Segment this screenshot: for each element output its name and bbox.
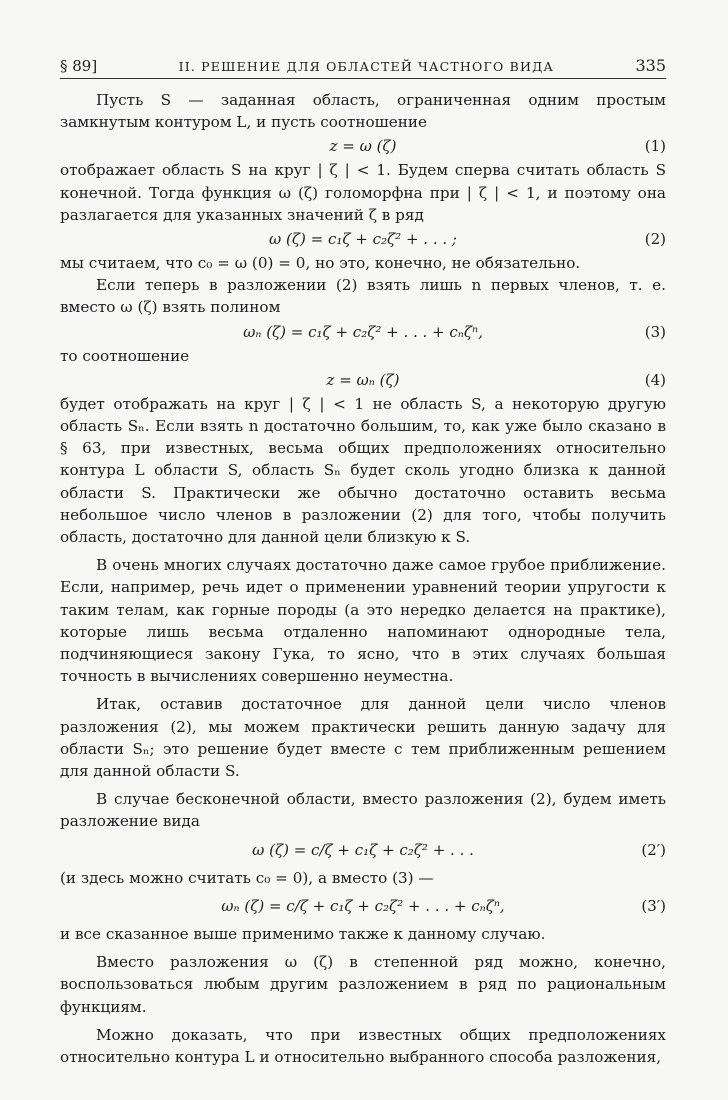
paragraph: мы считаем, что c₀ = ω (0) = 0, но это, конечно, не обязательно. bbox=[60, 254, 581, 273]
paragraph: В очень многих случаях достаточно даже самое грубое приближение. Если, например, речь идет о применении уравнений теории упругости к таким телам, как горные породы (а это нередко делается на практике), которые лишь весьма отдаленно напоминают однородные тела, подчиняющиеся закону Гука, то ясно, что в этих случаях большая точность в вычислениях совершенно неуместна. bbox=[60, 556, 666, 686]
paragraph: и все сказанное выше применимо также к данному случаю. bbox=[60, 924, 546, 943]
paragraph: отображает область S на круг | ζ | < 1. Будем сперва считать область S конечной. Тогда функция ω (ζ) голоморфна при | ζ | < 1, и поэтому она разлагается для указанных значений ζ в ряд bbox=[60, 161, 666, 224]
running-header bbox=[60, 56, 666, 79]
equation-3-prime bbox=[60, 889, 666, 923]
equation-formula: ωₙ (ζ) = c₁ζ + c₂ζ² + . . . + cₙζⁿ, bbox=[243, 322, 483, 341]
equation-formula: z = ωₙ (ζ) bbox=[326, 370, 400, 389]
paragraph: Вместо разложения ω (ζ) в степенной ряд можно, конечно, воспользоваться любым другим разложением в ряд по рациональным функциям. bbox=[60, 953, 666, 1016]
equation-number: (2′) bbox=[641, 840, 666, 859]
paragraph: (и здесь можно считать c₀ = 0), а вместо (3) — bbox=[60, 868, 434, 887]
equation-number: (1) bbox=[644, 137, 666, 156]
equation-formula: ω (ζ) = c₁ζ + c₂ζ² + . . . ; bbox=[269, 230, 457, 249]
equation-number: (3) bbox=[644, 322, 666, 341]
book-page bbox=[60, 56, 666, 1068]
page-body bbox=[60, 89, 666, 1068]
section-ref: § 89] bbox=[60, 57, 98, 75]
equation-formula: z = ω (ζ) bbox=[329, 137, 397, 156]
equation-2 bbox=[60, 226, 666, 252]
page-number: 335 bbox=[635, 56, 666, 75]
paragraph: Можно доказать, что при известных общих предположениях относительно контура L и относительно выбранного способа разложения, bbox=[60, 1025, 666, 1066]
paragraph: В случае бесконечной области, вместо разложения (2), будем иметь разложение вида bbox=[60, 790, 666, 831]
equation-4 bbox=[60, 367, 666, 393]
equation-number: (3′) bbox=[641, 896, 666, 915]
paragraph: Итак, оставив достаточное для данной цели число членов разложения (2), мы можем практически решить данную задачу для области Sₙ; это решение будет вместе с тем приближенным решением для данной области S. bbox=[60, 695, 666, 781]
paragraph: будет отображать на круг | ζ | < 1 не область S, а некоторую другую область Sₙ. Если взять n достаточно большим, то, как уже было сказано в § 63, при известных, весьма общих предположениях относительно контура L области S, область Sₙ будет сколь угодно близка к данной области S. Практически же обычно достаточно оставить весьма небольшое число членов в разложении (2) для того, чтобы получить область, достаточно для данной цели близкую к S. bbox=[60, 394, 666, 547]
equation-formula: ω (ζ) = c/ζ + c₁ζ + c₂ζ² + . . . bbox=[252, 840, 474, 859]
equation-number: (4) bbox=[644, 370, 666, 389]
equation-2-prime bbox=[60, 833, 666, 867]
chapter-title: II. РЕШЕНИЕ ДЛЯ ОБЛАСТЕЙ ЧАСТНОГО ВИДА bbox=[178, 59, 555, 74]
paragraph: Если теперь в разложении (2) взять лишь n первых членов, т. е. вместо ω (ζ) взять полином bbox=[60, 276, 666, 317]
equation-1 bbox=[60, 133, 666, 159]
paragraph: то соотношение bbox=[60, 346, 190, 365]
equation-3 bbox=[60, 319, 666, 345]
equation-formula: ωₙ (ζ) = c/ζ + c₁ζ + c₂ζ² + . . . + cₙζⁿ, bbox=[221, 896, 505, 915]
equation-number: (2) bbox=[644, 230, 666, 249]
paragraph: Пусть S — заданная область, ограниченная одним простым замкнутым контуром L, и пусть соотношение bbox=[60, 91, 666, 132]
